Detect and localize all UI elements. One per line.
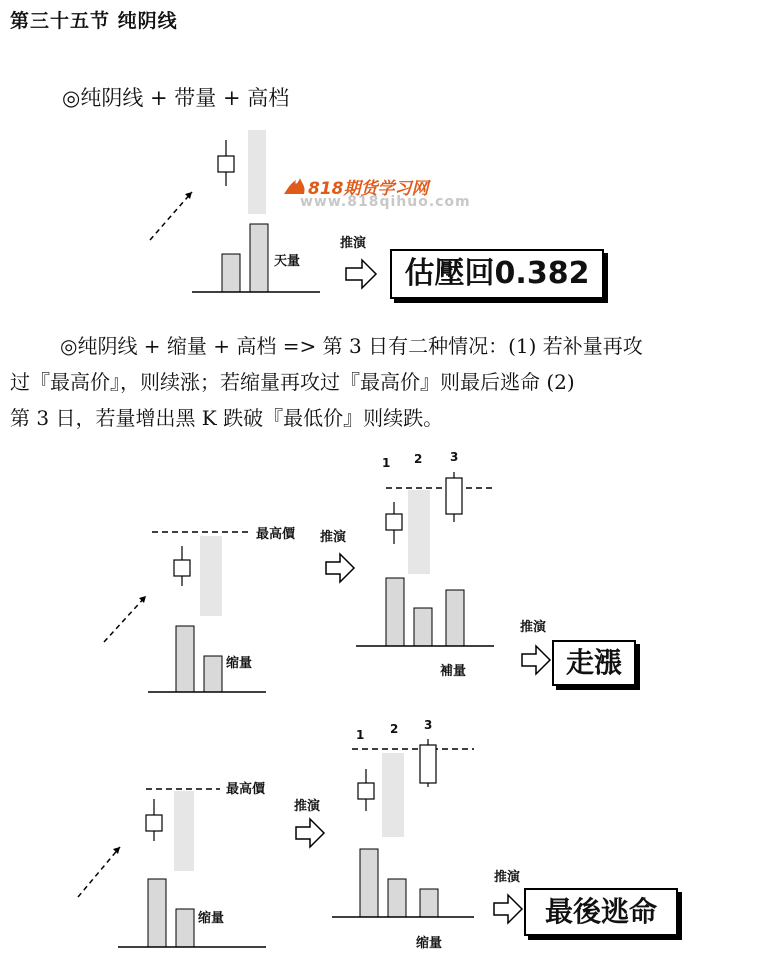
candle-body — [386, 514, 402, 530]
volume-bar — [446, 590, 464, 646]
volume-bar — [176, 626, 194, 692]
volume-bar — [176, 909, 194, 947]
candle-body — [358, 783, 374, 799]
deduce-label-2: 推演 — [520, 620, 547, 635]
result-box: 估壓回0.382 — [390, 249, 604, 299]
bearish-candle-shadow-zone — [382, 753, 404, 837]
result-box: 最後逃命 — [524, 888, 678, 936]
candle-body — [146, 815, 162, 831]
candle-body — [174, 560, 190, 576]
deduce-arrow-icon — [494, 895, 522, 923]
bearish-candle-shadow-zone — [200, 536, 222, 616]
volume-label-2: 缩量 — [416, 936, 443, 951]
deduce-arrow-icon — [346, 260, 376, 288]
bearish-candle-shadow-zone — [174, 791, 194, 871]
uptrend-arrow-line — [150, 192, 192, 240]
volume-bar — [204, 656, 222, 692]
watermark-name: 818期货学习网 — [308, 179, 429, 199]
paragraph-line-2: 过『最高价』，则续涨；若缩量再攻过『最高价』则最后逃命 (2) — [10, 370, 575, 394]
candle-body — [420, 745, 436, 783]
uptrend-arrow-line — [104, 596, 146, 642]
volume-label-2: 補量 — [440, 664, 467, 679]
high-price-label: 最高價 — [226, 782, 266, 797]
volume-bar — [148, 879, 166, 947]
watermark-url: www.818qihuo.com — [300, 194, 471, 210]
deduce-label: 推演 — [320, 530, 347, 545]
day-number: 2 — [414, 452, 423, 466]
volume-bar — [222, 254, 240, 292]
volume-label: 缩量 — [226, 656, 253, 671]
sub-heading-1: ◎纯阴线 + 带量 + 高档 — [62, 86, 290, 110]
deduce-label: 推演 — [294, 799, 321, 814]
volume-bar — [388, 879, 406, 917]
deduce-arrow-icon — [522, 646, 550, 674]
day-number: 1 — [356, 728, 365, 742]
paragraph-line-3: 第 3 日，若量增出黑 K 跌破『最低价』则续跌。 — [10, 406, 444, 430]
volume-bar — [250, 224, 268, 292]
bearish-candle-shadow-zone — [248, 130, 266, 214]
volume-label: 天量 — [274, 254, 301, 269]
volume-bar — [414, 608, 432, 646]
deduce-label-2: 推演 — [494, 870, 521, 885]
paragraph-line-1: ◎纯阴线 + 缩量 + 高档 => 第 3 日有二种情况：(1) 若补量再攻 — [60, 334, 643, 358]
deduce-arrow-icon — [296, 819, 324, 847]
uptrend-arrow-head — [139, 596, 146, 603]
deduce-arrow-icon — [326, 554, 354, 582]
volume-bar — [360, 849, 378, 917]
day-number: 1 — [382, 456, 391, 470]
day-number: 2 — [390, 722, 399, 736]
day-number: 3 — [450, 450, 459, 464]
section-title: 第三十五节 纯阴线 — [10, 10, 178, 32]
deduce-label: 推演 — [340, 236, 367, 251]
uptrend-arrow-line — [78, 847, 120, 897]
high-price-label: 最高價 — [256, 527, 296, 542]
bearish-candle-shadow-zone — [408, 490, 430, 574]
volume-bar — [420, 889, 438, 917]
candle-body — [446, 478, 462, 514]
volume-bar — [386, 578, 404, 646]
result-box: 走漲 — [552, 640, 636, 686]
day-number: 3 — [424, 718, 433, 732]
candle-body — [218, 156, 234, 172]
volume-label: 缩量 — [198, 911, 225, 926]
